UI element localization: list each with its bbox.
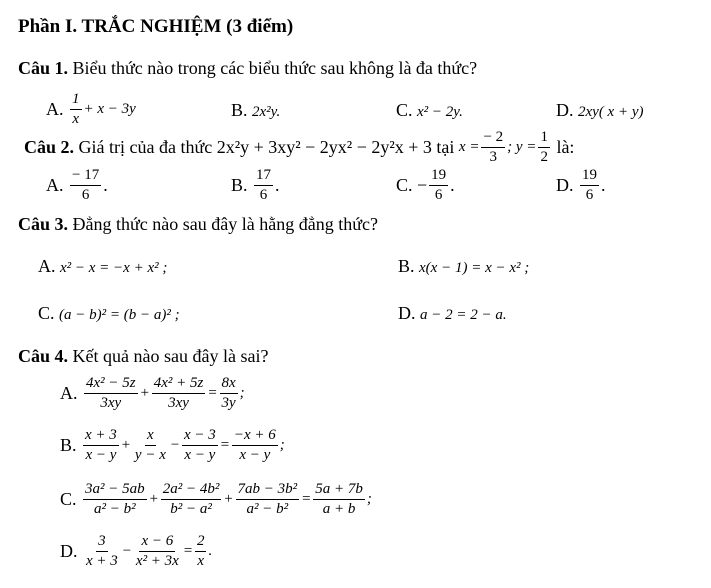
fraction (83, 482, 147, 517)
expression: (a − b)² = (b − a)² ; (59, 307, 180, 323)
fraction (481, 130, 505, 165)
denominator: x (72, 111, 80, 127)
q4-option-a (60, 376, 245, 411)
operator: + (120, 437, 131, 453)
denominator: 3xy (100, 395, 122, 411)
denominator: x² + 3x (135, 553, 179, 569)
denominator: x − y (85, 447, 117, 463)
operator: + (148, 491, 159, 507)
numerator: x (145, 428, 156, 446)
fraction (84, 534, 120, 569)
q1-option-a (46, 92, 136, 127)
option-label: D. (556, 175, 574, 195)
q2-option-d (556, 168, 606, 203)
dot: . (103, 175, 108, 195)
expression: + x − 3y (83, 101, 136, 117)
denominator: a² − b² (246, 501, 289, 517)
numerator: 8x (220, 376, 238, 394)
numerator: x + 3 (83, 428, 119, 446)
numerator: −x + 6 (232, 428, 278, 446)
question-1 (18, 58, 477, 79)
operator: − (169, 437, 180, 453)
option-label: A. (60, 383, 78, 403)
question-3-text: Đẳng thức nào sau đây là hằng đẳng thức? (72, 214, 378, 234)
denominator: 2 (540, 149, 548, 165)
question-3 (18, 214, 378, 235)
fraction (429, 168, 448, 203)
question-4-text: Kết quả nào sau đây là sai? (72, 346, 269, 366)
question-2 (24, 130, 574, 165)
denominator: 6 (81, 187, 90, 203)
denominator: a² − b² (94, 501, 136, 517)
question-2-text: Giá trị của đa thức 2x²y + 3xy² − 2yx² − 2y²x + 3 tại (78, 137, 455, 157)
expression: x² − x = −x + x² ; (60, 260, 168, 276)
equals: = (182, 543, 193, 559)
numerator: 1 (70, 92, 82, 110)
option-label: B. (231, 175, 248, 195)
numerator: 4x² − 5z (84, 376, 138, 394)
end-mark: ; (239, 385, 245, 401)
numerator: − 17 (70, 168, 101, 186)
q1-option-c (396, 100, 463, 121)
option-label: C. (38, 303, 55, 323)
end-mark: . (208, 543, 213, 559)
q4-option-d (60, 534, 212, 569)
option-label: D. (398, 303, 416, 323)
question-2-tail: là: (556, 137, 575, 157)
numerator: 3 (96, 534, 108, 552)
option-label: A. (46, 99, 64, 119)
numerator: 4x² + 5z (152, 376, 206, 394)
dot: . (275, 175, 280, 195)
numerator: 19 (429, 168, 448, 186)
q4-option-b (60, 428, 285, 463)
expression: 2x²y. (252, 104, 281, 120)
denominator: x + 3 (86, 553, 118, 569)
option-label: B. (231, 100, 248, 120)
option-label: A. (38, 256, 56, 276)
q3-option-d (398, 303, 507, 324)
expression: x(x − 1) = x − x² ; (419, 260, 530, 276)
operator: + (223, 491, 234, 507)
denominator: x (197, 553, 205, 569)
q1-option-d (556, 100, 644, 121)
numerator: 17 (254, 168, 273, 186)
expression: 2xy( x + y) (578, 104, 644, 120)
option-label: D. (556, 100, 574, 120)
fraction (220, 376, 238, 411)
fraction (133, 428, 168, 463)
question-4 (18, 346, 268, 367)
fraction (152, 376, 206, 411)
fraction (232, 428, 278, 463)
operator: − (121, 543, 132, 559)
q1-option-b (231, 100, 280, 121)
question-1-text: Biểu thức nào trong các biểu thức sau không là đa thức? (72, 58, 478, 78)
denominator: 3y (221, 395, 236, 411)
x-eq: x = (458, 139, 480, 155)
q2-option-a (46, 168, 108, 203)
fraction (161, 482, 222, 517)
expression: a − 2 = 2 − a. (420, 307, 507, 323)
operator: + (139, 385, 150, 401)
numerator: 2a² − 4b² (161, 482, 222, 500)
dot: . (450, 175, 455, 195)
q2-option-c (396, 168, 455, 203)
fraction (580, 168, 599, 203)
fraction (70, 92, 82, 127)
fraction (84, 376, 138, 411)
question-3-label: Câu 3. (18, 214, 69, 234)
expression: x² − 2y. (417, 104, 463, 120)
fraction (195, 534, 207, 569)
numerator: x − 6 (139, 534, 175, 552)
denominator: 3xy (168, 395, 189, 411)
option-label: A. (46, 175, 64, 195)
fraction (134, 534, 181, 569)
q2-option-b (231, 168, 280, 203)
equals: = (219, 437, 230, 453)
numerator: x − 3 (182, 428, 218, 446)
fraction (313, 482, 365, 517)
section-title: Phần I. TRẮC NGHIỆM (3 điểm) (18, 16, 294, 37)
denominator: x − y (184, 447, 216, 463)
q3-option-c (38, 303, 180, 324)
option-label: C. (396, 100, 413, 120)
option-label: D. (60, 541, 78, 561)
numerator: 2 (195, 534, 207, 552)
fraction (70, 168, 101, 203)
denominator: 3 (489, 149, 498, 165)
numerator: − 2 (481, 130, 505, 148)
option-label: B. (398, 256, 415, 276)
q4-option-c (60, 482, 372, 517)
denominator: b² − a² (170, 501, 212, 517)
option-label: B. (60, 435, 77, 455)
numerator: 19 (580, 168, 599, 186)
numerator: 7ab − 3b² (236, 482, 300, 500)
q3-option-a (38, 256, 167, 277)
dot: . (601, 175, 606, 195)
numerator: 3a² − 5ab (83, 482, 147, 500)
denominator: 6 (259, 187, 268, 203)
equals: = (207, 385, 218, 401)
q3-option-b (398, 256, 529, 277)
denominator: 6 (585, 187, 594, 203)
option-label: C. (396, 175, 413, 195)
question-4-label: Câu 4. (18, 346, 69, 366)
equals: = (301, 491, 312, 507)
question-1-label: Câu 1. (18, 58, 69, 78)
fraction (254, 168, 273, 203)
denominator: y − x (134, 447, 166, 463)
fraction (182, 428, 218, 463)
denominator: x − y (239, 447, 271, 463)
numerator: 5a + 7b (313, 482, 365, 500)
fraction (83, 428, 119, 463)
option-label: C. (60, 489, 77, 509)
numerator: 1 (538, 130, 550, 148)
end-mark: ; (366, 491, 372, 507)
question-2-label: Câu 2. (24, 137, 75, 157)
end-mark: ; (279, 437, 285, 453)
sign: − (417, 175, 428, 195)
denominator: 6 (434, 187, 443, 203)
y-eq: ; y = (507, 139, 537, 155)
denominator: a + b (322, 501, 356, 517)
fraction (538, 130, 550, 165)
fraction (236, 482, 300, 517)
